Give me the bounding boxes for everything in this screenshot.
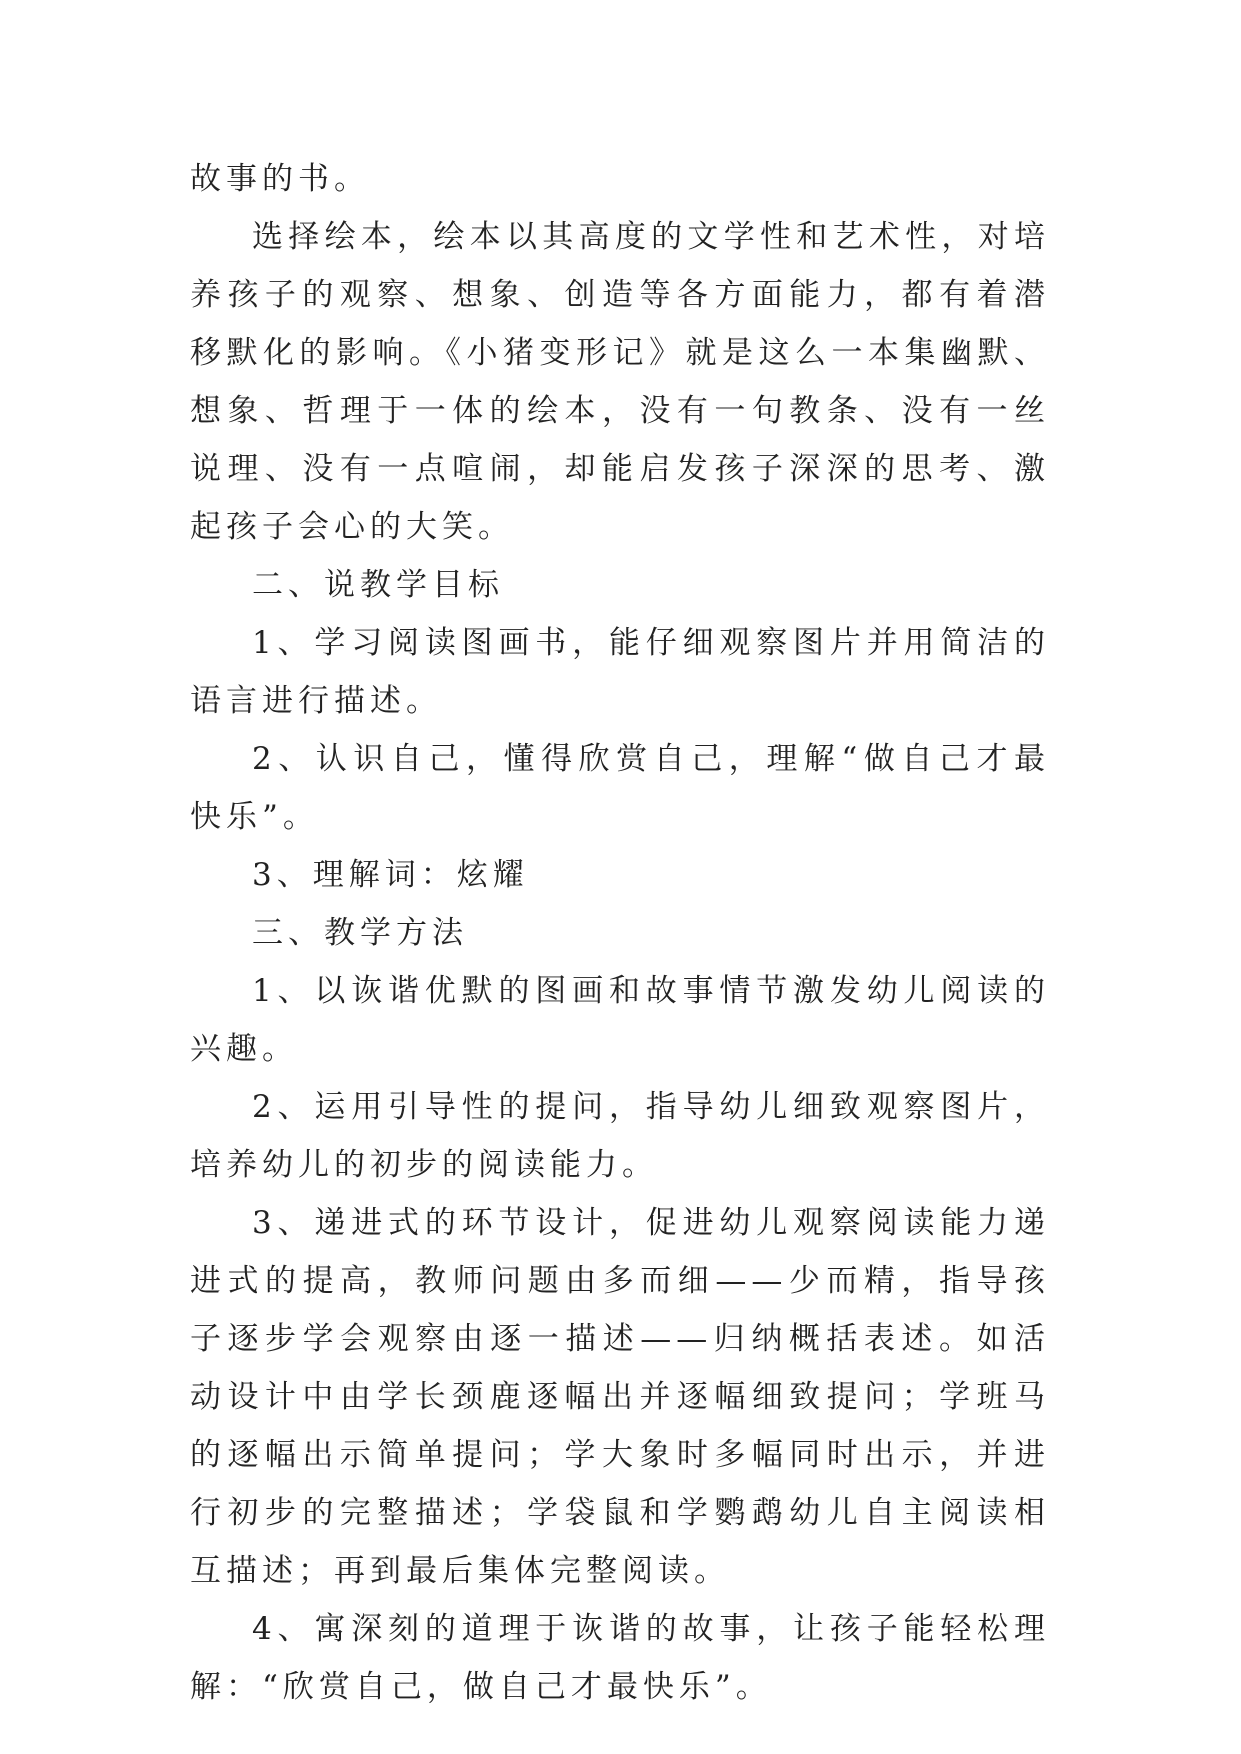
section-heading-teaching-goals: 二、说教学目标 xyxy=(252,567,504,603)
goal-item-1: 1、学习阅读图画书，能仔细观察图片并用简洁的语言进行描述。 xyxy=(190,625,1050,719)
section-heading-teaching-methods: 三、教学方法 xyxy=(252,915,468,951)
paragraph-picture-book-intro: 选择绘本，绘本以其高度的文学性和艺术性，对培养孩子的观察、想象、创造等各方面能力，都有着潜移默化的影响。《小猪变形记》就是这么一本集幽默、想象、哲理于一体的绘本，没有一句教条、没有一丝说理、没有一点喧闹，却能启发孩子深深的思考、激起孩子会心的大笑。 xyxy=(190,219,1050,545)
method-item-1: 1、以诙谐优默的图画和故事情节激发幼儿阅读的兴趣。 xyxy=(190,973,1050,1067)
goal-item-3: 3、理解词：炫耀 xyxy=(252,857,529,893)
goal-item-2: 2、认识自己，懂得欣赏自己，理解“做自己才最快乐”。 xyxy=(190,741,1050,835)
document-body xyxy=(190,150,1050,1716)
method-item-3: 3、递进式的环节设计，促进幼儿观察阅读能力递进式的提高，教师问题由多而细——少而精，指导孩子逐步学会观察由逐一描述——归纳概括表述。如活动设计中由学长颈鹿逐幅出并逐幅细致提问；学班马的逐幅出示简单提问；学大象时多幅同时出示，并进行初步的完整描述；学袋鼠和学鹦鹉幼儿自主阅读相互描述；再到最后集体完整阅读。 xyxy=(190,1205,1050,1589)
method-item-2: 2、运用引导性的提问，指导幼儿细致观察图片，培养幼儿的初步的阅读能力。 xyxy=(190,1089,1050,1183)
method-item-4: 4、寓深刻的道理于诙谐的故事，让孩子能轻松理解：“欣赏自己，做自己才最快乐”。 xyxy=(190,1611,1050,1705)
paragraph-continuation: 故事的书。 xyxy=(190,161,370,197)
